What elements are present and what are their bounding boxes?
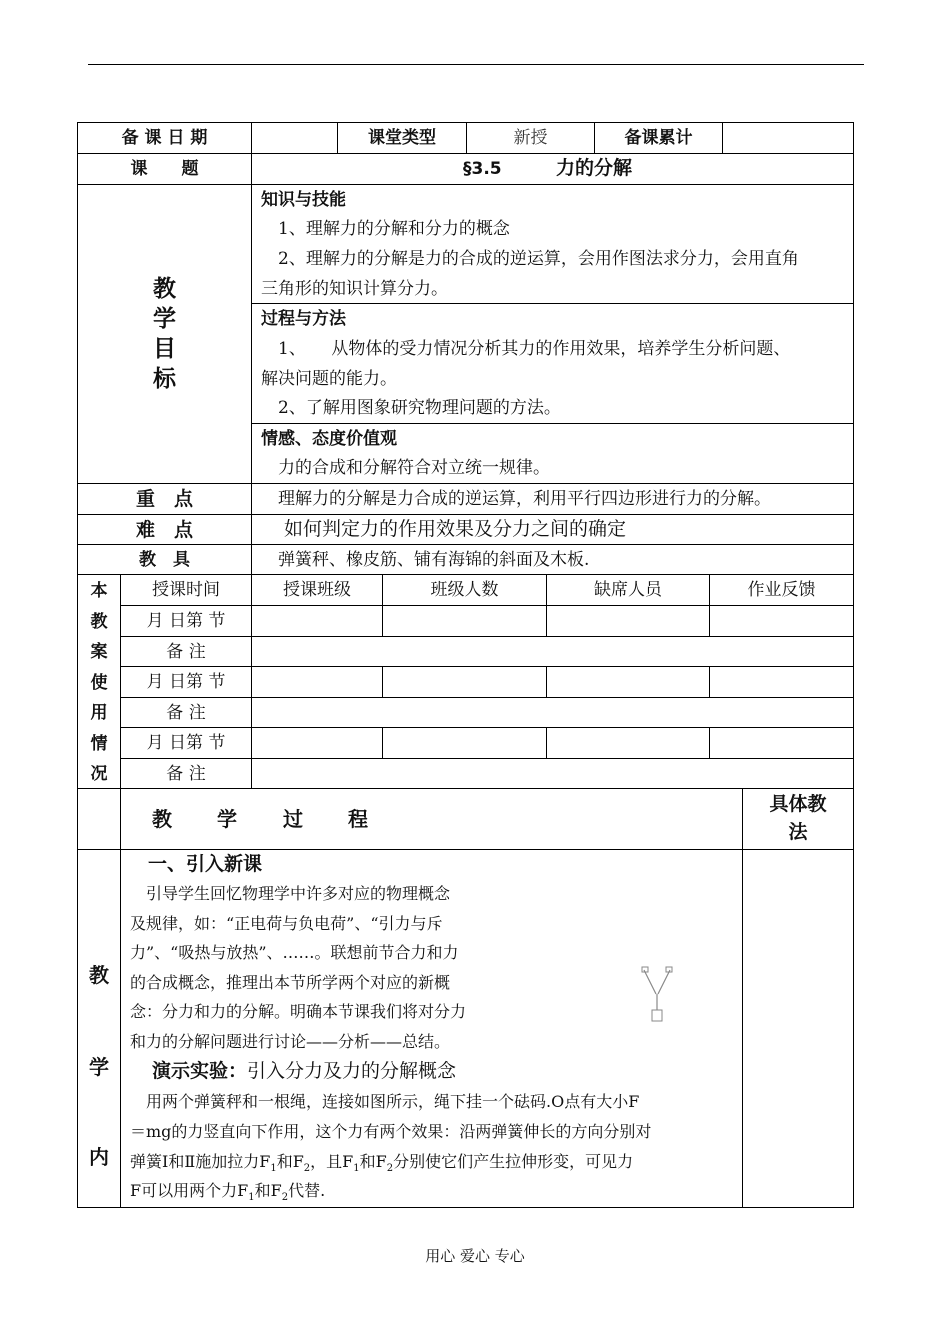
header-rule — [88, 64, 864, 65]
usage-header-feedback: 作业反馈 — [747, 580, 816, 600]
class-type-label: 课堂类型 — [368, 128, 436, 148]
topic-section: §3.5 — [463, 159, 502, 179]
usage-row-note: 备 注 — [166, 642, 206, 662]
demo-text-part: 弹簧Ⅰ和Ⅱ施加拉力F — [130, 1152, 271, 1171]
demo-line: ＝mg的力竖直向下作用，这个力有两个效果：沿两弹簧伸长的方向分别对 — [130, 1122, 652, 1141]
usage-row-date: 月 日第 节 — [146, 733, 226, 753]
process-title-char: 程 — [348, 807, 368, 831]
content-char: 内 — [89, 1145, 109, 1169]
prep-count-value — [723, 123, 853, 153]
process-title-char: 学 — [217, 807, 237, 831]
section-title: 一、引入新课 — [148, 853, 263, 875]
usage-label — [78, 576, 120, 790]
method-label-line2: 法 — [788, 821, 808, 843]
usage-header-count: 班级人数 — [430, 580, 499, 600]
demo-text: 引入分力及力的分解概念 — [247, 1060, 457, 1082]
process-method-line2: 解决问题的能力。 — [261, 369, 397, 389]
usage-char: 况 — [90, 764, 108, 784]
date-label: 备 课 日 期 — [121, 128, 208, 148]
process-method-line3: 2、了解用图象研究物理问题的方法。 — [278, 398, 561, 418]
usage-char: 用 — [90, 703, 108, 723]
spring-scale-diagram — [640, 966, 674, 1024]
intro-line: 及规律，如：“正电荷与负电荷”、“引力与斥 — [130, 914, 443, 933]
usage-row-note: 备 注 — [166, 703, 206, 723]
process-method-title: 过程与方法 — [261, 309, 346, 329]
usage-row-date: 月 日第 节 — [146, 611, 226, 631]
content-char: 学 — [89, 1055, 109, 1079]
difficulty-label: 难 点 — [135, 519, 193, 541]
key-point-label: 重 点 — [135, 488, 193, 510]
tools-value: 弹簧秤、橡皮筋、铺有海锦的斜面及木板. — [278, 550, 590, 570]
demo-line: 用两个弹簧秤和一根绳，连接如图所示，绳下挂一个砝码.O点有大小F — [146, 1092, 640, 1111]
method-label-line1: 具体教 — [769, 793, 827, 815]
knowledge-title: 知识与技能 — [261, 190, 346, 210]
demo-text-part: 和F — [254, 1181, 282, 1200]
difficulty-value: 如何判定力的作用效果及分力之间的确定 — [284, 518, 627, 540]
objectives-char: 目 — [153, 336, 176, 362]
subscript: 1 — [248, 1192, 255, 1204]
demo-heading — [152, 1057, 456, 1087]
subscript: 1 — [353, 1163, 360, 1175]
process-title-char: 过 — [283, 807, 303, 831]
usage-char: 使 — [90, 672, 108, 693]
usage-char: 本 — [90, 581, 108, 601]
subscript: 2 — [281, 1192, 289, 1204]
content-char: 教 — [89, 963, 109, 987]
class-type-value: 新授 — [513, 128, 548, 148]
date-value — [252, 123, 337, 153]
topic-title: 力的分解 — [556, 157, 633, 179]
subscript: 1 — [270, 1163, 277, 1175]
subscript: 2 — [386, 1163, 394, 1175]
emotion-line1: 力的合成和分解符合对立统一规律。 — [278, 458, 550, 478]
key-point-value: 理解力的分解是力合成的逆运算，利用平行四边形进行力的分解。 — [278, 489, 771, 509]
intro-line: 力”、“吸热与放热”、……。联想前节合力和力 — [130, 943, 459, 962]
demo-text-part: ，且F — [310, 1152, 354, 1171]
objectives-label — [78, 274, 251, 394]
usage-row-date: 月 日第 节 — [146, 672, 226, 692]
process-method-line1: 1、 从物体的受力情况分析其力的作用效果，培养学生分析问题、 — [278, 339, 791, 359]
demo-text-part: F可以用两个力F — [130, 1181, 249, 1200]
objectives-char: 教 — [153, 276, 176, 302]
usage-row-note: 备 注 — [166, 764, 206, 784]
demo-title: 演示实验： — [152, 1060, 248, 1082]
usage-header-absent: 缺席人员 — [594, 580, 662, 600]
demo-text-part: 和F — [276, 1152, 304, 1171]
knowledge-line2: 2、理解力的分解是力的合成的逆运算，会用作图法求分力，会用直角 — [278, 249, 799, 269]
intro-line: 引导学生回忆物理学中许多对应的物理概念 — [146, 884, 451, 903]
intro-line: 念：分力和力的分解。明确本节课我们将对分力 — [130, 1002, 467, 1021]
usage-char: 教 — [90, 611, 108, 632]
topic-label: 课 题 — [130, 159, 199, 179]
demo-text-part: 和F — [359, 1152, 387, 1171]
knowledge-line3: 三角形的知识计算分力。 — [261, 279, 448, 299]
demo-text-part: 分别使它们产生拉伸形变，可见力 — [393, 1152, 634, 1171]
subscript: 2 — [303, 1163, 311, 1175]
usage-char: 案 — [90, 642, 108, 662]
tools-label: 教 具 — [139, 550, 190, 570]
demo-line — [130, 1176, 325, 1213]
process-title — [152, 804, 412, 834]
prep-count-label: 备课累计 — [624, 128, 693, 148]
usage-char: 情 — [90, 733, 108, 754]
usage-header-class: 授课班级 — [283, 580, 351, 600]
page-footer: 用心 爱心 专心 — [425, 1247, 525, 1265]
demo-text-part: 代替. — [288, 1181, 326, 1200]
usage-header-time: 授课时间 — [152, 580, 220, 600]
objectives-char: 标 — [153, 366, 176, 392]
intro-line: 和力的分解问题进行讨论——分析——总结。 — [130, 1032, 451, 1051]
knowledge-line1: 1、理解力的分解和分力的概念 — [278, 219, 510, 239]
objectives-char: 学 — [153, 306, 176, 332]
process-title-char: 教 — [152, 807, 172, 831]
intro-line: 的合成概念，推理出本节所学两个对应的新概 — [130, 973, 451, 992]
emotion-title: 情感、态度价值观 — [261, 429, 397, 449]
